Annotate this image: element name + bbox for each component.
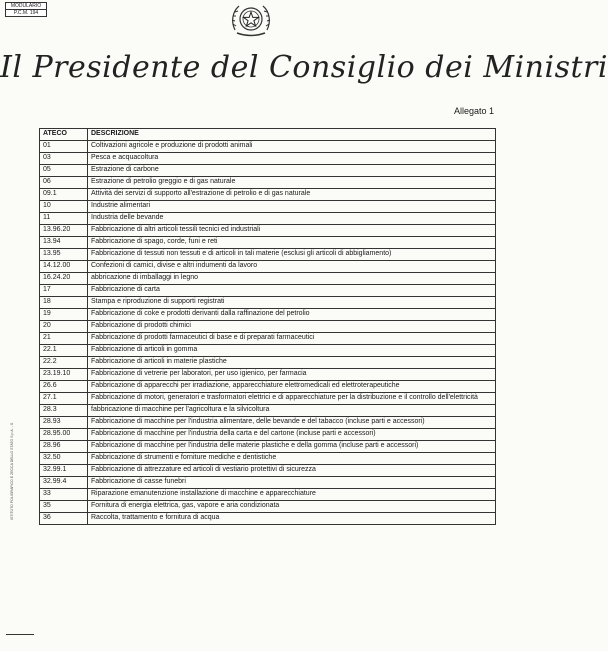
- table-row: [40, 225, 496, 237]
- table-row: [40, 393, 496, 405]
- ateco-description: Coltivazioni agricole e produzione di prodotti animali: [88, 141, 496, 153]
- table-row: [40, 249, 496, 261]
- ateco-code: 22.2: [40, 357, 88, 369]
- ateco-description: abbricazione di imballaggi in legno: [88, 273, 496, 285]
- form-stamp: [5, 2, 47, 17]
- ateco-code: 19: [40, 309, 88, 321]
- stamp-line-2: P.C.M. 194: [13, 10, 39, 16]
- ateco-description: Estrazione di petrolio greggio e di gas naturale: [88, 177, 496, 189]
- table-row: [40, 333, 496, 345]
- ateco-code: 20: [40, 321, 88, 333]
- table-row: [40, 297, 496, 309]
- page-heading: Il Presidente del Consiglio dei Ministri: [0, 50, 608, 85]
- table-row: [40, 405, 496, 417]
- ateco-code: 17: [40, 285, 88, 297]
- table-row: [40, 321, 496, 333]
- ateco-code: 32.99.4: [40, 477, 88, 489]
- ateco-code: 05: [40, 165, 88, 177]
- table-row: [40, 285, 496, 297]
- ateco-code: 28.96: [40, 441, 88, 453]
- table-row: [40, 417, 496, 429]
- ateco-description: Fabbricazione di motori, generatori e trasformatori elettrici e di apparecchiature per la distribuzione e il controllo dell'elettricità: [88, 393, 496, 405]
- table-row: [40, 309, 496, 321]
- table-row: [40, 453, 496, 465]
- ateco-code: 28.95.00: [40, 429, 88, 441]
- ateco-description: Estrazione di carbone: [88, 165, 496, 177]
- table-row: [40, 261, 496, 273]
- ateco-code: 01: [40, 141, 88, 153]
- table-row: [40, 345, 496, 357]
- table-row: [40, 201, 496, 213]
- ateco-description: Fabbricazione di prodotti chimici: [88, 321, 496, 333]
- ateco-description: Fabbricazione di casse funebri: [88, 477, 496, 489]
- table-row: [40, 189, 496, 201]
- italian-emblem-icon: [227, 0, 275, 40]
- table-row: [40, 381, 496, 393]
- ateco-description: Stampa e riproduzione di supporti registrati: [88, 297, 496, 309]
- margin-mark: [6, 634, 34, 635]
- ateco-code: 06: [40, 177, 88, 189]
- ateco-code: 28.93: [40, 417, 88, 429]
- ateco-code: 09.1: [40, 189, 88, 201]
- ateco-code: 23.19.10: [40, 369, 88, 381]
- ateco-code: 13.95: [40, 249, 88, 261]
- table-header-row: [40, 129, 496, 141]
- ateco-code: 13.94: [40, 237, 88, 249]
- ateco-description: Fabbricazione di coke e prodotti derivanti dalla raffinazione del petrolio: [88, 309, 496, 321]
- ateco-description: Riparazione emanutenzione installazione di macchine e apparecchiature: [88, 489, 496, 501]
- table-row: [40, 369, 496, 381]
- ateco-code: 16.24.20: [40, 273, 88, 285]
- ateco-description: Fabbricazione di articoli in materie plastiche: [88, 357, 496, 369]
- table-row: [40, 237, 496, 249]
- ateco-table: [39, 128, 496, 525]
- ateco-code: 32.99.1: [40, 465, 88, 477]
- table-row: [40, 357, 496, 369]
- ateco-description: Industrie alimentari: [88, 201, 496, 213]
- ateco-code: 32.50: [40, 453, 88, 465]
- table-row: [40, 165, 496, 177]
- ateco-description: Fabbricazione di altri articoli tessili tecnici ed industriali: [88, 225, 496, 237]
- ateco-code: 35: [40, 501, 88, 513]
- ateco-code: 22.1: [40, 345, 88, 357]
- ateco-code: 21: [40, 333, 88, 345]
- printer-imprint: ISTITUTO POLIGRAFICO E ZECCA DELLO STATO S.p.A. - S.: [10, 421, 14, 520]
- ateco-description: Fabbricazione di articoli in gomma: [88, 345, 496, 357]
- header-descrizione: DESCRIZIONE: [88, 129, 496, 141]
- table-row: [40, 141, 496, 153]
- ateco-description: Fornitura di energia elettrica, gas, vapore e aria condizionata: [88, 501, 496, 513]
- ateco-description: Fabbricazione di macchine per l'industria della carta e del cartone (incluse parti e accessori): [88, 429, 496, 441]
- table-row: [40, 177, 496, 189]
- table-row: [40, 489, 496, 501]
- ateco-code: 28.3: [40, 405, 88, 417]
- ateco-code: 26.6: [40, 381, 88, 393]
- ateco-description: Pesca e acquacoltura: [88, 153, 496, 165]
- ateco-description: Confezioni di camici, divise e altri indumenti da lavoro: [88, 261, 496, 273]
- table-row: [40, 513, 496, 525]
- table-row: [40, 501, 496, 513]
- ateco-description: Industria delle bevande: [88, 213, 496, 225]
- stamp-line-1: MODULARIO: [6, 3, 46, 10]
- ateco-code: 10: [40, 201, 88, 213]
- ateco-description: Fabbricazione di apparecchi per irradiazione, apparecchiature elettromedicali ed elettroterapeutiche: [88, 381, 496, 393]
- ateco-description: Fabbricazione di vetrerie per laboratori, per uso igienico, per farmacia: [88, 369, 496, 381]
- ateco-description: Fabbricazione di macchine per l'industria delle materie plastiche e della gomma (incluse parti e accessori): [88, 441, 496, 453]
- ateco-description: Fabbricazione di spago, corde, funi e reti: [88, 237, 496, 249]
- ateco-code: 14.12.00: [40, 261, 88, 273]
- ateco-description: Fabbricazione di strumenti e forniture mediche e dentistiche: [88, 453, 496, 465]
- table-row: [40, 465, 496, 477]
- table-row: [40, 153, 496, 165]
- ateco-description: Fabbricazione di carta: [88, 285, 496, 297]
- ateco-code: 13.96.20: [40, 225, 88, 237]
- table-row: [40, 273, 496, 285]
- ateco-description: Fabbricazione di prodotti farmaceutici di base e di preparati farmaceutici: [88, 333, 496, 345]
- table-row: [40, 477, 496, 489]
- table-row: [40, 441, 496, 453]
- ateco-code: 03: [40, 153, 88, 165]
- header-ateco: ATECO: [40, 129, 88, 141]
- annex-label: Allegato 1: [453, 106, 494, 116]
- ateco-description: Attività dei servizi di supporto all'estrazione di petrolio e di gas naturale: [88, 189, 496, 201]
- ateco-description: Fabbricazione di attrezzature ed articoli di vestiario protettivi di sicurezza: [88, 465, 496, 477]
- ateco-code: 36: [40, 513, 88, 525]
- ateco-code: 27.1: [40, 393, 88, 405]
- ateco-description: Fabbricazione di macchine per l'industria alimentare, delle bevande e del tabacco (incluse parti e accessori): [88, 417, 496, 429]
- ateco-description: Fabbricazione di tessuti non tessuti e di articoli in tali materie (esclusi gli articoli di abbigliamento): [88, 249, 496, 261]
- ateco-code: 11: [40, 213, 88, 225]
- ateco-description: Raccolta, trattamento e fornitura di acqua: [88, 513, 496, 525]
- table-row: [40, 213, 496, 225]
- ateco-code: 33: [40, 489, 88, 501]
- table-body: [40, 141, 496, 525]
- ateco-code: 18: [40, 297, 88, 309]
- ateco-description: fabbricazione di macchine per l'agricoltura e la silvicoltura: [88, 405, 496, 417]
- table-row: [40, 429, 496, 441]
